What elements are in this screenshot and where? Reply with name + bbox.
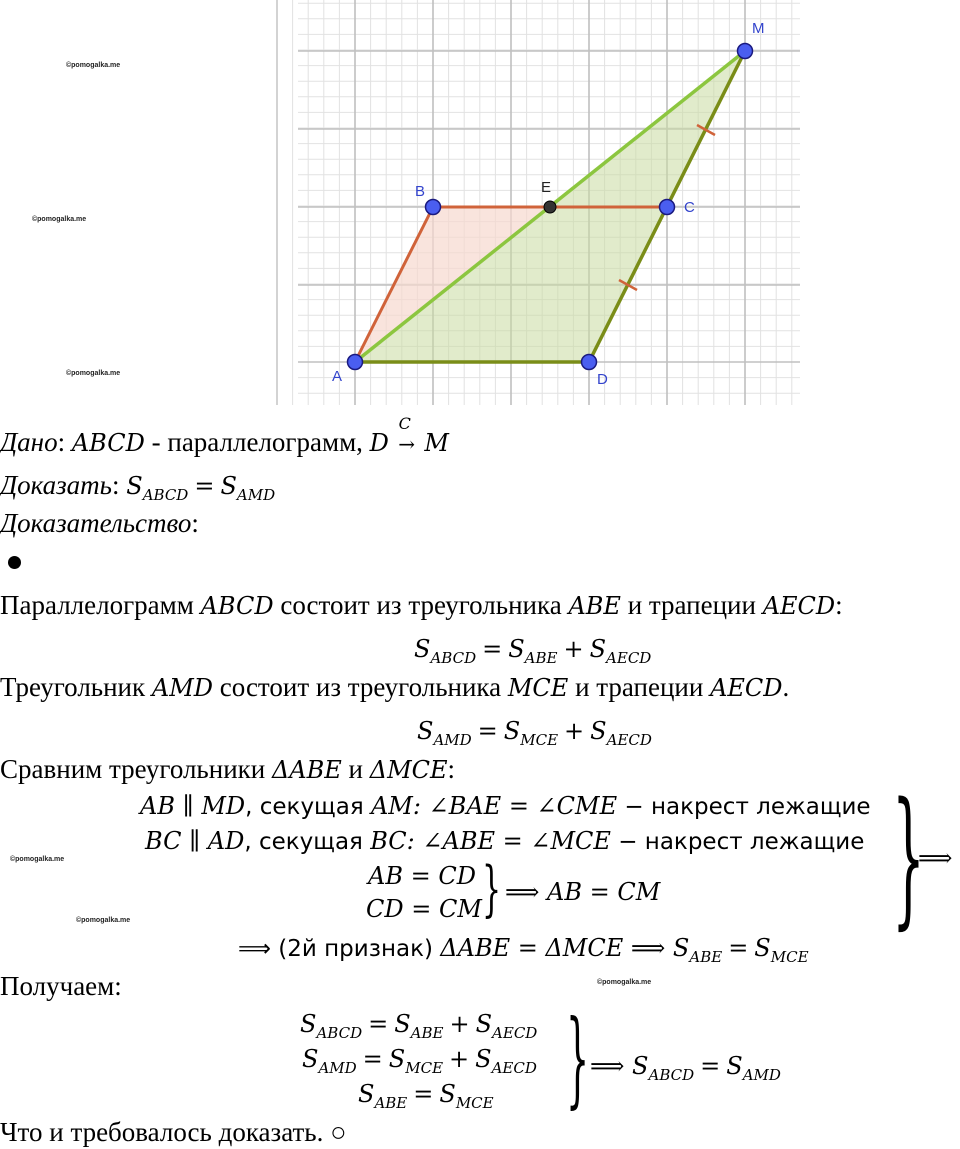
final-formula-1: $S_{ABCD} = S_{ABE} + S_{AECD}$ [300,1010,538,1042]
paragraph-2: Треугольник AMD состоит из треугольника MCE и трапеции AECD. [0,672,790,702]
label-m: M [752,20,765,37]
given-math-d: D [369,429,389,457]
point-c [660,200,675,215]
geometry-figure [0,0,960,410]
arrow-top-label: C [398,414,411,433]
label-e: E [541,179,552,196]
point-m [738,44,753,59]
given-math-m: M [424,429,449,457]
point-a [348,355,363,370]
given-math: ABCD [71,429,145,457]
comparison-line-1: AB ∥ MD, секущая AM: ∠BAE = ∠CME − накрест лежащие [140,792,871,820]
given-line: Дано: ABCD - параллелограмм, D C → M [0,427,449,459]
comparison-line-3: AB = CD [368,862,476,890]
watermark: ©pomogalka.me [32,216,87,223]
formula-1: $S_{ABCD} = S_{ABE} + S_{AECD}$ [414,635,652,667]
point-b [426,200,441,215]
label-b: B [415,183,426,200]
point-d [582,355,597,370]
given-text: - параллелограмм, [144,427,370,457]
label-c: C [684,199,695,216]
final-formula-3: $S_{ABE} = S_{MCE}$ [358,1080,494,1112]
proof-line: Доказательство: [0,508,199,538]
qed-line: Что и требовалось доказать. ○ [0,1117,347,1147]
given-label: Дано [0,427,58,457]
paragraph-1: Параллелограмм ABCD состоит из треугольника ABE и трапеции AECD: [0,590,843,620]
proof-label: Доказательство [0,508,192,538]
comparison-conclusion: ⟹ (2й признак) ΔABE = ΔMCE ⟹ $S_{ABE} = S_{MCE}$ [238,934,809,966]
prove-label: Доказать [0,470,112,500]
final-formula-2: $S_{AMD} = S_{MCE} + S_{AECD}$ [302,1045,537,1077]
watermark: ©pomogalka.me [66,370,121,377]
formula-2: $S_{AMD} = S_{MCE} + S_{AECD}$ [417,717,652,749]
label-a: A [332,368,343,385]
comparison-line-4: CD = CM [366,895,482,923]
big-right-brace: } [892,771,925,943]
comparison-result: ⟹ AB = CM [505,878,661,906]
bullet-point [8,556,21,569]
final-conclusion: ⟹ $S_{ABCD} = S_{AMD}$ [590,1052,781,1084]
small-right-brace: } [482,854,502,924]
final-right-brace: } [566,997,590,1119]
arrow-symbol: → [398,432,416,456]
result-label-line: Получаем: [0,971,122,1001]
prove-line: Доказать: $S_{ABCD} = S_{AMD}$ [0,470,276,504]
big-implication-arrow: ⟹ [918,844,953,872]
watermark: ©pomogalka.me [10,856,65,863]
label-d: D [597,371,608,388]
watermark: ©pomogalka.me [597,979,652,986]
point-e [544,201,556,213]
comparison-line-2: BC ∥ AD, секущая BC: ∠ABE = ∠MCE − накрест лежащие [145,827,865,855]
paragraph-3: Сравним треугольники ΔABE и ΔMCE: [0,754,456,784]
watermark: ©pomogalka.me [66,62,121,69]
watermark: ©pomogalka.me [76,917,131,924]
